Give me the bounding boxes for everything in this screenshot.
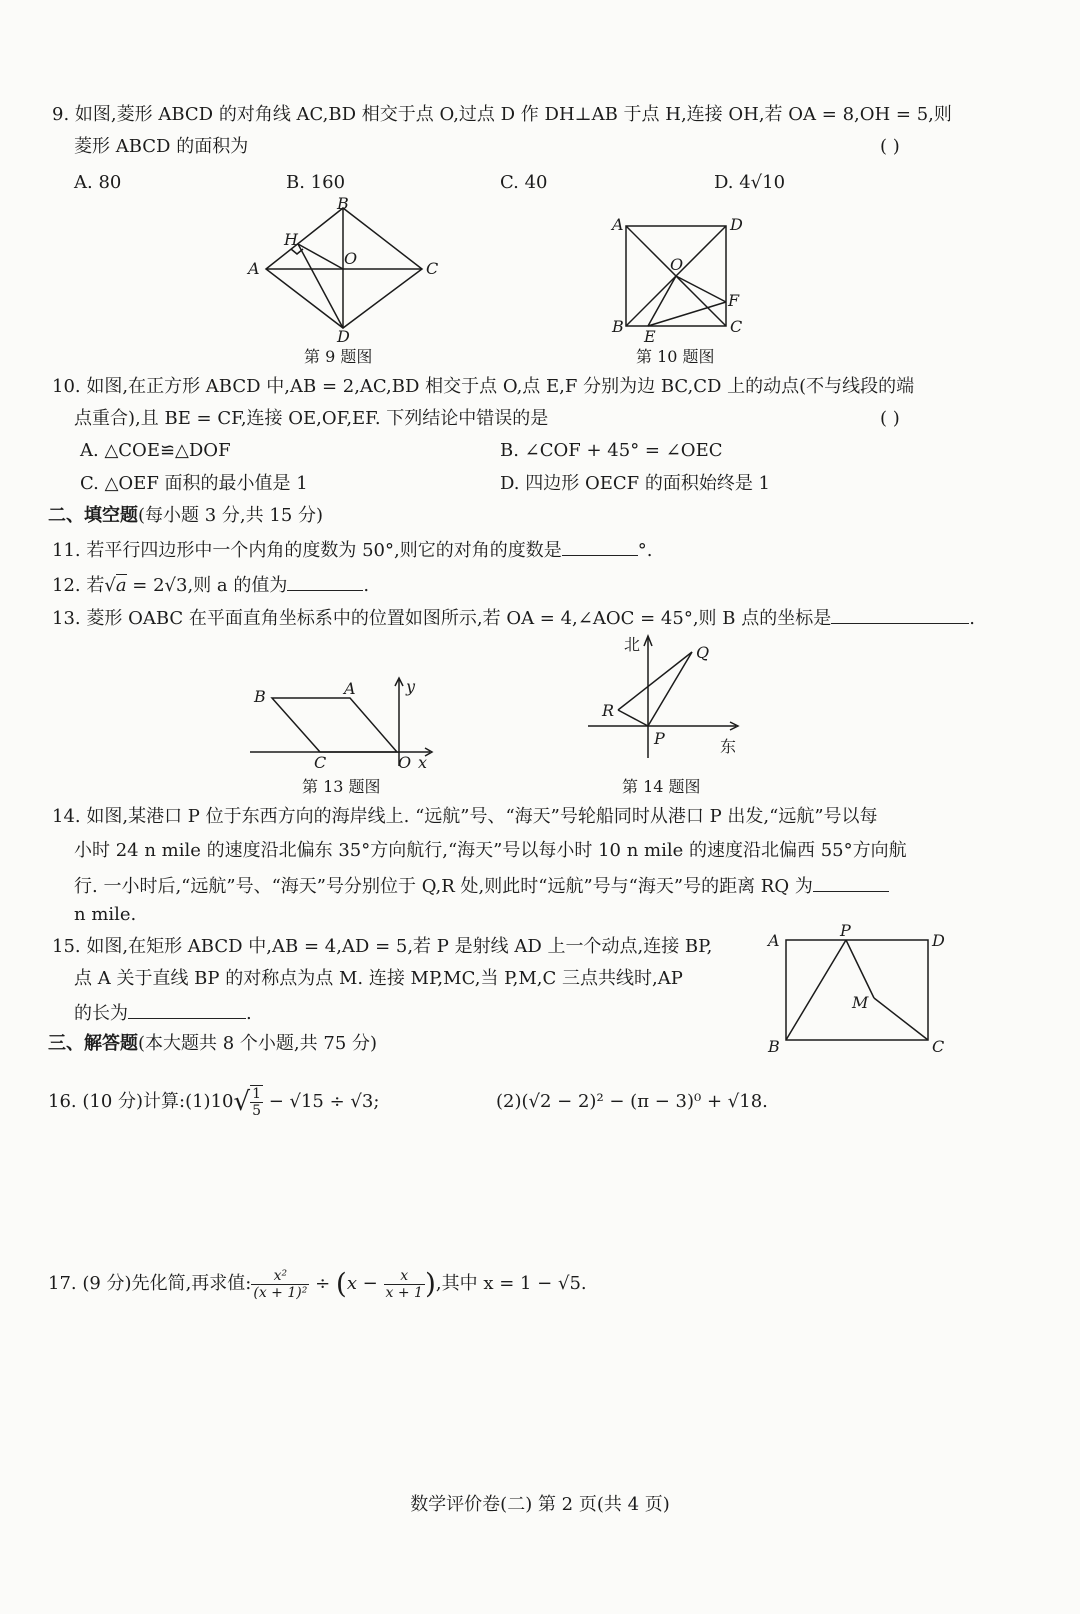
fig13-label-o: O: [398, 753, 412, 772]
q16-frac-num: 1: [252, 1086, 261, 1102]
figure-13-coordinate-rhombus: [244, 676, 444, 772]
q17-f2-den: x + 1: [385, 1284, 423, 1301]
q17-head: 17. (9 分)先化简,再求值:: [48, 1273, 252, 1294]
fig15-label-d: D: [932, 931, 945, 950]
fig15-label-a: A: [768, 931, 780, 950]
q10-option-d: D. 四边形 OECF 的面积始终是 1: [500, 473, 771, 494]
q13-tail: .: [969, 608, 975, 629]
q9-option-c: C. 40: [500, 172, 548, 193]
fig14-label-north: 北: [624, 635, 641, 654]
fig10-label-a: A: [612, 215, 624, 234]
q17: [48, 1262, 587, 1306]
q11-answer-blank[interactable]: [562, 537, 638, 556]
section2-title: 二、填空题: [48, 505, 138, 526]
q14-line3-text: 行. 一小时后,“远航”号、“海天”号分别位于 Q,R 处,则此时“远航”号与“海天”号的距离 RQ 为: [74, 876, 813, 897]
fig9-label-h: H: [284, 230, 298, 249]
q12-answer-blank[interactable]: [287, 572, 363, 591]
fig10-label-b: B: [612, 317, 624, 336]
q13-answer-blank[interactable]: [831, 605, 969, 624]
q15-line1: 15. 如图,在矩形 ABCD 中,AB = 4,AD = 5,若 P 是射线 AD 上一个动点,连接 BP,: [52, 936, 713, 957]
q9-option-b: B. 160: [286, 172, 346, 193]
q12-pre: 12. 若: [52, 575, 105, 596]
q9-answer-paren: ( ): [880, 136, 900, 157]
q16-head: 16. (10 分)计算:(1)10: [48, 1091, 234, 1112]
q15-line2: 点 A 关于直线 BP 的对称点为点 M. 连接 MP,MC,当 P,M,C 三点共线时,AP: [74, 968, 683, 989]
q17-f2-num: x: [384, 1268, 425, 1285]
q9-line2: 菱形 ABCD 的面积为: [74, 136, 249, 157]
q15-answer-blank[interactable]: [128, 1000, 246, 1019]
q12-mid: = 2√3,则 a 的值为: [126, 575, 288, 596]
q9-option-d: D. 4√10: [714, 172, 786, 193]
q15-line3-text: 的长为: [74, 1003, 128, 1024]
fig14-caption: 第 14 题图: [622, 777, 701, 796]
q9-option-a: A. 80: [74, 172, 122, 193]
q11-text: 11. 若平行四边形中一个内角的度数为 50°,则它的对角的度数是: [52, 540, 562, 561]
q14-line4: n mile.: [74, 904, 137, 925]
q16-part2: (2)(√2 − 2)² − (π − 3)⁰ + √18.: [496, 1091, 768, 1112]
fig13-label-y: y: [406, 677, 416, 696]
section2-heading: [48, 505, 323, 527]
q16-frac-den: 5: [252, 1103, 261, 1119]
fig14-label-q: Q: [696, 643, 710, 662]
fig10-label-o: O: [670, 255, 684, 274]
q10-line2: 点重合),且 BE = CF,连接 OE,OF,EF. 下列结论中错误的是: [74, 408, 549, 429]
fig9-label-o: O: [344, 249, 358, 268]
q11: [52, 537, 652, 562]
section2-note: (每小题 3 分,共 15 分): [138, 505, 324, 526]
fig10-label-f: F: [728, 291, 740, 310]
q10-option-b: B. ∠COF + 45° = ∠OEC: [500, 440, 723, 461]
q17-paren-close: ): [424, 1267, 436, 1300]
section3-note: (本大题共 8 个小题,共 75 分): [138, 1033, 378, 1054]
fig9-caption: 第 9 题图: [304, 347, 373, 366]
page-footer: 数学评价卷(二) 第 2 页(共 4 页): [410, 1494, 670, 1515]
q10-option-a: A. △COE≌△DOF: [80, 440, 231, 461]
fig15-label-p: P: [840, 921, 851, 940]
fig10-label-d: D: [730, 215, 743, 234]
fig14-label-p: P: [654, 729, 665, 748]
figure-10-square: [610, 214, 750, 344]
q15-line3: [74, 1000, 252, 1025]
fig13-label-c: C: [314, 753, 327, 772]
q9-line1: 9. 如图,菱形 ABCD 的对角线 AC,BD 相交于点 O,过点 D 作 DH⊥AB 于点 H,连接 OH,若 OA = 8,OH = 5,则: [52, 104, 952, 125]
fig10-label-c: C: [730, 317, 743, 336]
q14-line2: 小时 24 n mile 的速度沿北偏东 35°方向航行,“海天”号以每小时 10 n mile 的速度沿北偏西 55°方向航: [74, 840, 907, 861]
q14-answer-blank[interactable]: [813, 873, 889, 892]
q15-tail: .: [246, 1003, 252, 1024]
figure-15-rectangle: [764, 921, 954, 1058]
figure-9-rhombus: [240, 196, 450, 346]
q12: [52, 572, 369, 597]
fig14-label-r: R: [602, 701, 615, 720]
q12-sqrt-sign: √: [104, 575, 116, 596]
q10-answer-paren: ( ): [880, 408, 900, 429]
fig14-label-east: 东: [720, 737, 737, 756]
q16-sqrt-sign: √: [233, 1087, 251, 1117]
q12-sqrt-a: a: [115, 575, 127, 596]
q13-text: 13. 菱形 OABC 在平面直角坐标系中的位置如图所示,若 OA = 4,∠AOC = 45°,则 B 点的坐标是: [52, 608, 832, 629]
fig9-label-b: B: [337, 194, 349, 213]
q11-tail: °.: [637, 540, 653, 561]
fig13-label-a: A: [344, 679, 356, 698]
q17-div: ÷: [309, 1273, 336, 1294]
q17-f1-num: x²: [251, 1268, 309, 1285]
fig10-label-e: E: [644, 327, 656, 346]
q17-x-minus: x −: [346, 1273, 384, 1294]
q17-paren-open: (: [335, 1267, 347, 1300]
fig9-label-c: C: [426, 259, 439, 278]
q10-line1: 10. 如图,在正方形 ABCD 中,AB = 2,AC,BD 相交于点 O,点 E,F 分别为边 BC,CD 上的动点(不与线段的端: [52, 376, 915, 397]
q17-fraction-2: [384, 1268, 425, 1301]
fig13-caption: 第 13 题图: [302, 777, 381, 796]
q13: [52, 605, 975, 630]
q10-option-c: C. △OEF 面积的最小值是 1: [80, 473, 308, 494]
fig9-label-a: A: [248, 259, 260, 278]
q14-line3: [74, 873, 889, 898]
fig10-caption: 第 10 题图: [636, 347, 715, 366]
fig9-label-d: D: [337, 327, 350, 346]
q16-fraction: [250, 1085, 263, 1119]
q17-tail: ,其中 x = 1 − √5.: [435, 1273, 587, 1294]
section3-title: 三、解答题: [48, 1033, 138, 1054]
figure-14-compass: [584, 632, 754, 766]
q17-f1-den: (x + 1)²: [253, 1284, 308, 1301]
fig13-label-b: B: [254, 687, 266, 706]
q14-line1: 14. 如图,某港口 P 位于东西方向的海岸线上. “远航”号、“海天”号轮船同时从港口 P 出发,“远航”号以每: [52, 806, 878, 827]
q12-tail: .: [363, 575, 370, 596]
fig13-label-x: x: [418, 753, 428, 772]
q17-fraction-1: [251, 1268, 309, 1301]
q16-p1-tail: − √15 ÷ √3;: [262, 1091, 380, 1112]
fig15-label-c: C: [932, 1037, 945, 1056]
section3-heading: [48, 1033, 377, 1055]
fig15-label-m: M: [852, 993, 869, 1012]
q16-part1: [48, 1082, 379, 1122]
fig15-label-b: B: [768, 1037, 780, 1056]
